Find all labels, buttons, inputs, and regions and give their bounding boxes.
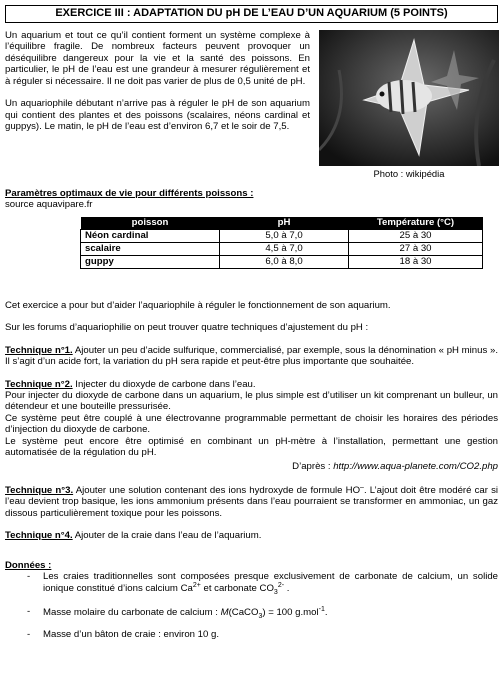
cell-fish-name: guppy: [81, 255, 220, 268]
exercise-page: [5, 5, 498, 641]
cell-temperature: 18 à 30: [349, 255, 483, 268]
donnee-1a: Les craies traditionnelles sont composées presque exclusivement de carbonate de calcium, un solide ionique constitué d’ions calcium Ca: [43, 570, 498, 595]
technique-1-text: Ajouter un peu d’acide sulfurique, commercialisé, par exemple, sous la dénomination « pH minus ». Il s’agit d’un acide fort, la variation du pH sera rapide et peut-être plus importante que souhaitée.: [5, 344, 498, 368]
list-item: - Masse d’un bâton de craie : environ 10 g.: [27, 629, 219, 641]
fish-parameters-table: [80, 217, 483, 269]
intro-text: [5, 30, 310, 143]
table-row: [81, 242, 483, 255]
donnee-1c: .: [284, 583, 290, 595]
donnee-2c: ) = 100 g.mol: [262, 607, 319, 618]
forums-text: Sur les forums d’aquariophilie on peut trouver quatre techniques d’ajustement du pH :: [5, 322, 369, 334]
cell-ph: 4,5 à 7,0: [220, 242, 349, 255]
cell-temperature: 25 à 30: [349, 229, 483, 242]
technique-4-text: Ajouter de la craie dans l’eau de l’aquarium.: [72, 530, 262, 542]
technique-3-label: Technique n°3.: [5, 484, 74, 496]
exercise-title: EXERCICE III : ADAPTATION DU pH DE L’EAU D’UN AQUARIUM (5 POINTS): [5, 5, 498, 23]
hydroxide-charge: –: [360, 483, 364, 491]
molar-mass-symbol: M: [220, 607, 229, 618]
params-title: Paramètres optimaux de vie pour différents poissons :: [5, 188, 254, 200]
technique-4: [5, 530, 498, 541]
donnee-1b: et carbonate CO: [200, 583, 274, 595]
carbonate-subscript: 3: [273, 589, 278, 597]
cell-fish-name: scalaire: [81, 242, 220, 255]
carbonate-charge: 2-: [277, 582, 285, 590]
technique-4-label: Technique n°4.: [5, 530, 73, 542]
calcium-charge: 2+: [192, 582, 201, 590]
header-ph: pH: [220, 217, 349, 230]
technique-3-text-a: Ajouter une solution contenant des ions hydroxyde de formule HO: [73, 484, 361, 496]
list-item: - Masse molaire du carbonate de calcium : M(CaCO$_3$) = 100 g.mol$^{-1}$.: [27, 605, 328, 620]
params-source: source aquavipare.fr: [5, 199, 93, 211]
cell-ph: 5,0 à 7,0: [220, 229, 349, 242]
technique-1-label: Technique n°1.: [5, 344, 73, 356]
aim-text: Cet exercice a pour but d’aider l’aquariophile à réguler le fonctionnement de son aquarium.: [5, 299, 391, 311]
technique-3: [5, 484, 498, 519]
donnee-2b: (CaCO: [228, 607, 259, 618]
intro-section: [5, 30, 498, 180]
table-row: [81, 229, 483, 242]
technique-2-source: [5, 461, 498, 472]
technique-2-text: Injecter du dioxyde de carbone dans l’eau.: [72, 378, 256, 390]
technique-3-text-b: . L’ajout doit être modéré car si l’eau devient trop basique, les ions ammonium présents dans l’eau pourraient se transformer en ammoniac, un gaz dissous particulièrement toxique pour les poissons.: [5, 484, 498, 519]
technique-2-line-2: Ce système peut être couplé à une électrovanne programmable permettant de choisir les horaires des périodes d’injection du dioxyde de carbone.: [5, 412, 498, 436]
cell-ph: 6,0 à 8,0: [220, 255, 349, 268]
header-poisson: poisson: [81, 217, 220, 230]
technique-1: [5, 345, 498, 368]
donnee-2d: .: [324, 607, 328, 618]
table-row: [81, 255, 483, 268]
intro-paragraph-1: Un aquarium et tout ce qu’il contient forment un système complexe à l’équilibre fragile. De nombreux facteurs peuvent provoquer un déséquilibre dangereux pour la vie et la santé des poissons. En particulier, le pH de l’eau est une grandeur à mesurer régulièrement et à réguler si nécessaire. Il ne doit pas varier de plus de 0,5 unité de pH.: [5, 30, 310, 87]
technique-2: [5, 379, 498, 390]
table-header-row: [81, 217, 483, 230]
list-item: - Les craies traditionnelles sont composées presque exclusivement de carbonate de calcium, un solide ionique constitué d’ions calcium $Ca^{2+}$ et carbonate $CO_3^{2-}$ .: [27, 570, 498, 597]
donnees-title: Données :: [5, 559, 52, 571]
angelfish-photo: [319, 30, 499, 166]
donnee-3: Masse d’un bâton de craie : environ 10 g.: [43, 629, 219, 641]
source-url: http://www.aqua-planete.com/CO2.php: [333, 461, 498, 473]
source-prefix: D’après :: [292, 461, 334, 473]
technique-2-line-3: Le système peut encore être optimisé en combinant un pH-mètre à l’installation, permettant une gestion automatisée de la régulation du pH.: [5, 435, 498, 458]
angelfish-image: [319, 30, 499, 166]
header-temperature: Température (°C): [349, 217, 483, 230]
donnees-list: [5, 571, 498, 641]
unit-exponent: -1: [318, 605, 325, 613]
intro-paragraph-2: Un aquariophile débutant n’arrive pas à réguler le pH de son aquarium qui contient des plantes et des poissons (scalaires, néons cardinal et guppys). Le matin, le pH de l’eau est d’environ 6,7 et le soir de 7,5.: [5, 98, 310, 132]
technique-2-line-1: Pour injecter du dioxyde de carbone dans un aquarium, le plus simple est d’utiliser un kit comprenant un bulleur, un détendeur et une bouteille pressurisée.: [5, 389, 498, 413]
technique-2-label: Technique n°2.: [5, 378, 73, 390]
donnee-2a: Masse molaire du carbonate de calcium :: [43, 607, 221, 618]
cell-fish-name: Néon cardinal: [81, 229, 220, 242]
cell-temperature: 27 à 30: [349, 242, 483, 255]
formula-subscript: 3: [258, 612, 263, 620]
photo-caption: Photo : wikipédia: [373, 168, 445, 180]
